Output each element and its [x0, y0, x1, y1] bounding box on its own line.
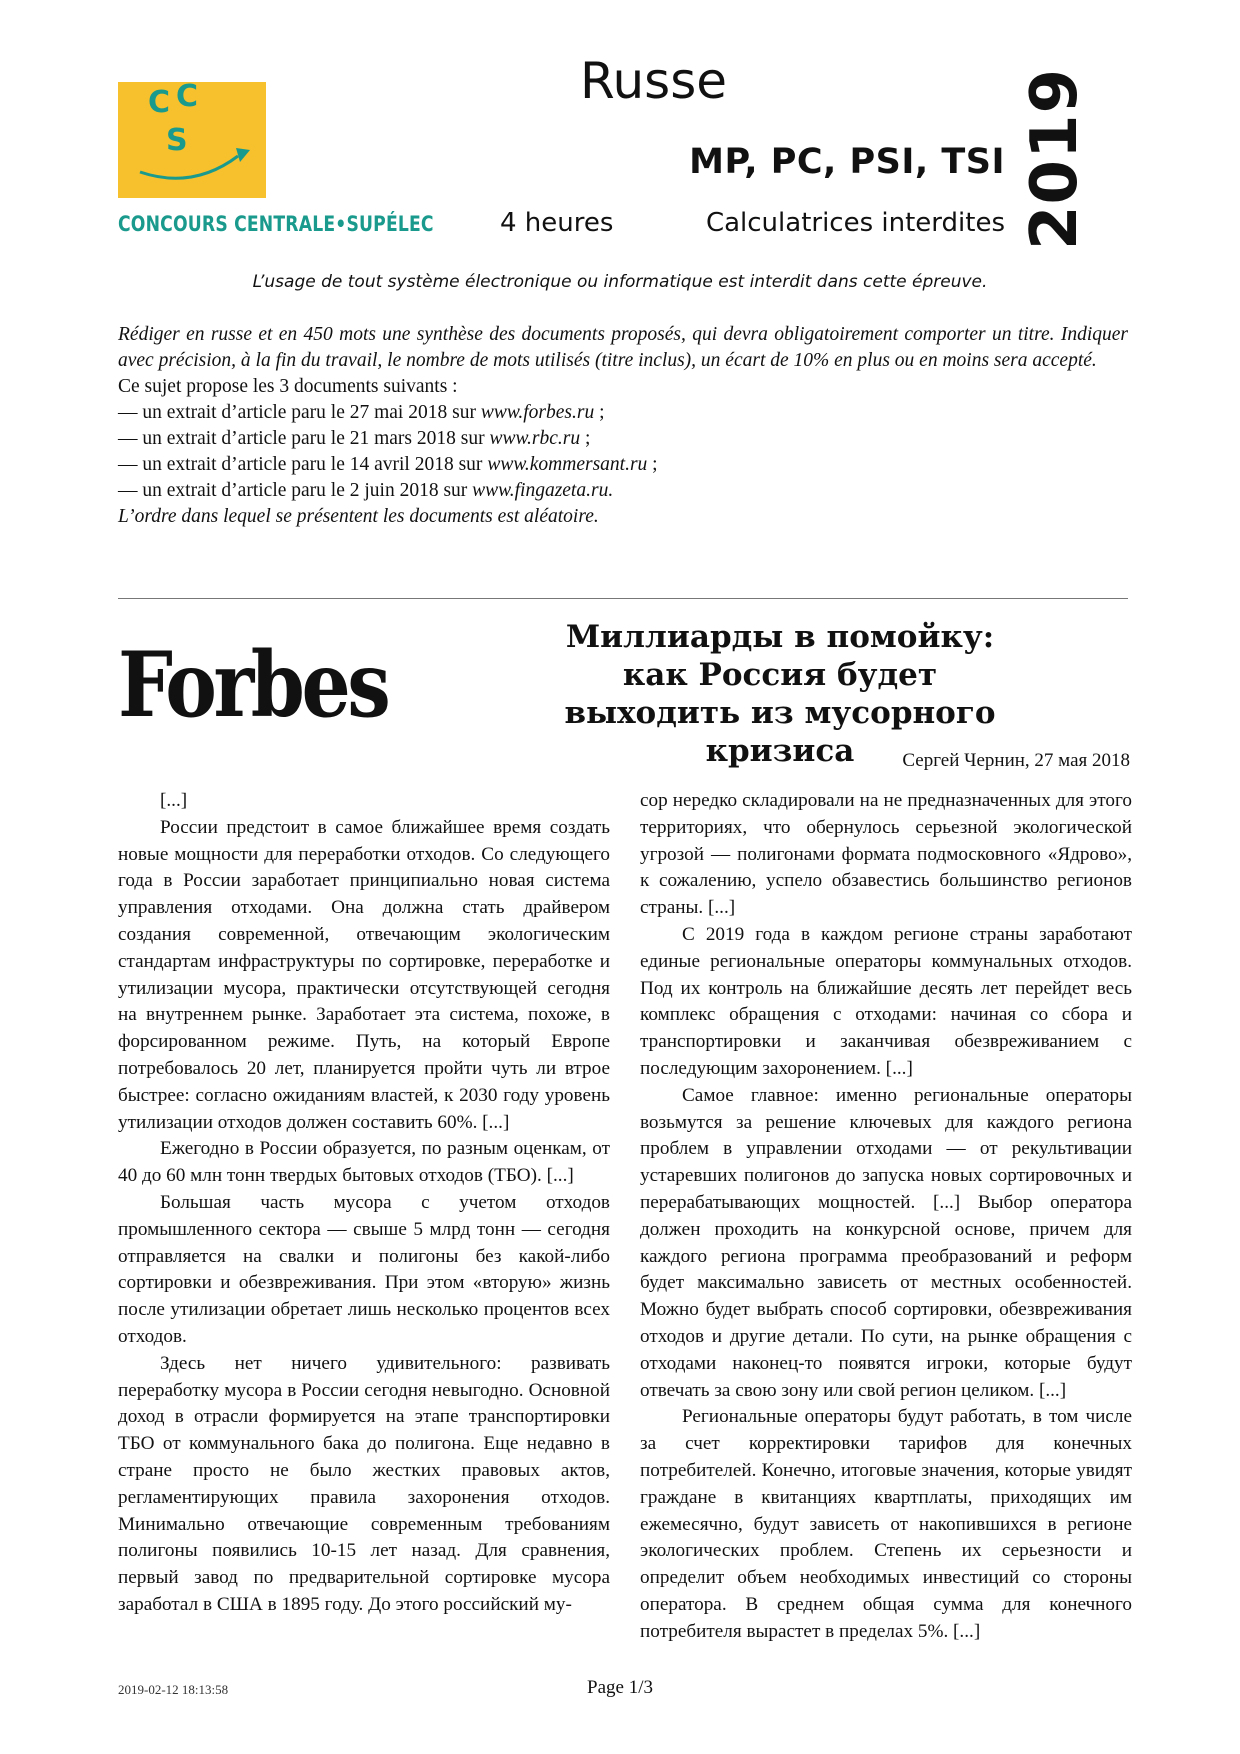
exam-sections: MP, PC, PSI, TSI	[689, 142, 1005, 182]
document-item: — un extrait d’article paru le 2 juin 2018 sur www.fingazeta.ru.	[118, 480, 614, 501]
article-byline: Сергей Чернин, 27 мая 2018	[902, 750, 1130, 771]
document-item: — un extrait d’article paru le 21 mars 2018 sur www.rbc.ru ;	[118, 428, 591, 449]
article-column-right	[640, 788, 1132, 1646]
forbes-logo: Forbes	[118, 632, 388, 738]
article-paragraph: Региональные операторы будут работать, в том числе за счет корректировки тарифов для конечных потребителей. Конечно, итоговые значения, которые увидят граждане в квитанциях квартплаты, приходящих им ежемесячно, будут зависеть от накопившихся в регионе экологических проблем. Степень их серьезности и определит объем необходимых инвестиций со стороны оператора. В среднем общая сумма для конечного потребителя вырастет в пределах 5%. [...]	[640, 1406, 1132, 1642]
document-source: www.fingazeta.ru.	[472, 480, 614, 501]
exam-year: 2019	[1018, 67, 1092, 250]
concours-logo-icon	[118, 60, 278, 200]
document-item: — un extrait d’article paru le 27 mai 2018 sur www.forbes.ru ;	[118, 402, 605, 423]
calculator-rule: Calculatrices interdites	[705, 208, 1005, 238]
logo-letter-c2: C	[176, 79, 199, 114]
article-paragraph: [...]	[160, 790, 188, 811]
article-paragraph: Здесь нет ничего удивительного: развивать переработку мусора в России сегодня невыгодно. Основной доход в отрасли формируется на этапе транспортировки ТБО от коммунального бака до полигона. Еще недавно в стране просто не было жестких правовых актов, регламентирующих правила захоронения отходов. Минимально отвечающие современным требованиям полигоны появились 10-15 лет назад. Для сравнения, первый завод по предварительной сортировке мусора заработал в США в 1895 году. До этого российский му-	[118, 1352, 610, 1615]
logo-letter-c1: C	[148, 85, 171, 120]
exam-duration: 4 heures	[500, 208, 614, 238]
exam-subject: Russe	[580, 52, 728, 110]
electronics-notice: L’usage de tout système électronique ou informatique est interdit dans cette épreuve.	[252, 272, 988, 292]
document-item: — un extrait d’article paru le 14 avril 2018 sur www.kommersant.ru ;	[118, 454, 658, 475]
document-source: www.forbes.ru	[480, 402, 595, 423]
article-paragraph: России предстоит в самое ближайшее время создать новые мощности для переработки отходов. Со следующего года в России заработает принципиально новая система управления отходами. Она должна стать драйвером создания современной, отвечающим экологическим стандартам инфраструктуры по сортировке, переработке и утилизации мусора, практически отсутствующей сегодня на внутреннем рынке. Заработает эта система, похоже, в форсированном режиме. Путь, на который Европе потребовалось 20 лет, планируется пройти чуть ли втрое быстрее: согласно ожиданиям властей, к 2030 году уровень утилизации отходов должен составить 60%. [...]	[118, 816, 610, 1133]
article-column-left	[118, 788, 610, 1619]
section-divider	[118, 598, 1128, 599]
article-paragraph: сор нередко складировали на не предназначенных для этого территориях, что обернулось серьезной экологической угрозой — полигонами формата подмосковного «Ядрово», к сожалению, успело обзавестись большинство регионов страны. [...]	[640, 790, 1132, 919]
article-paragraph: Большая часть мусора с учетом отходов промышленного сектора — свыше 5 млрд тонн — сегодня отправляется на свалки и полигоны без какой-либо сортировки и обезвреживания. При этом «вторую» жизнь после утилизации обретает лишь несколько процентов всех отходов.	[118, 1191, 610, 1347]
logo-letter-s: S	[166, 123, 188, 158]
article-paragraph: Ежегодно в России образуется, по разным оценкам, от 40 до 60 млн тонн твердых бытовых отходов (ТБО). [...]	[118, 1138, 610, 1187]
task-description: Rédiger en russe et en 450 mots une synthèse des documents proposés, qui devra obligatoirement comporter un titre. Indiquer avec précision, à la fin du travail, le nombre de mots utilisés (titre inclus), un écart de 10% en plus ou en moins sera accepté.	[118, 324, 1128, 371]
document-source: www.rbc.ru	[489, 428, 581, 449]
logo-caption: CONCOURS CENTRALE•SUPÉLEC	[118, 212, 434, 236]
document-source: www.kommersant.ru	[487, 454, 648, 475]
page-number: Page 1/3	[587, 1677, 653, 1698]
documents-intro: Ce sujet propose les 3 documents suivants :	[118, 376, 458, 397]
order-note: L’ordre dans lequel se présentent les documents est aléatoire.	[118, 506, 599, 527]
instructions	[118, 322, 1128, 530]
print-timestamp: 2019-02-12 18:13:58	[118, 1682, 229, 1697]
article-paragraph: Самое главное: именно региональные операторы возьмутся за решение ключевых для каждого региона проблем в управлении отходами — от рекультивации устаревших полигонов до запуска новых сортировочных и перерабатывающих мощностей. [...] Выбор оператора должен проходить на конкурсной основе, причем для каждого региона программа преобразований и реформ будет максимально зависеть от местных особенностей. Можно будет выбрать способ сортировки, обезвреживания отходов и другие детали. По сути, на рынке обращения с отходами наконец-то появятся игроки, которые будут отвечать за свою зону или свой регион целиком. [...]	[640, 1084, 1132, 1401]
article-paragraph: С 2019 года в каждом регионе страны заработают единые региональные операторы коммунальных отходов. Под их контроль на ближайшие десять лет перейдет весь комплекс обращения с отходами: начиная со сбора и транспортировки и заканчивая обезвреживанием с последующим захоронением. [...]	[640, 923, 1132, 1079]
article-title: Миллиарды в помойку: как Россия будет выходить из мусорного кризиса	[564, 619, 996, 769]
